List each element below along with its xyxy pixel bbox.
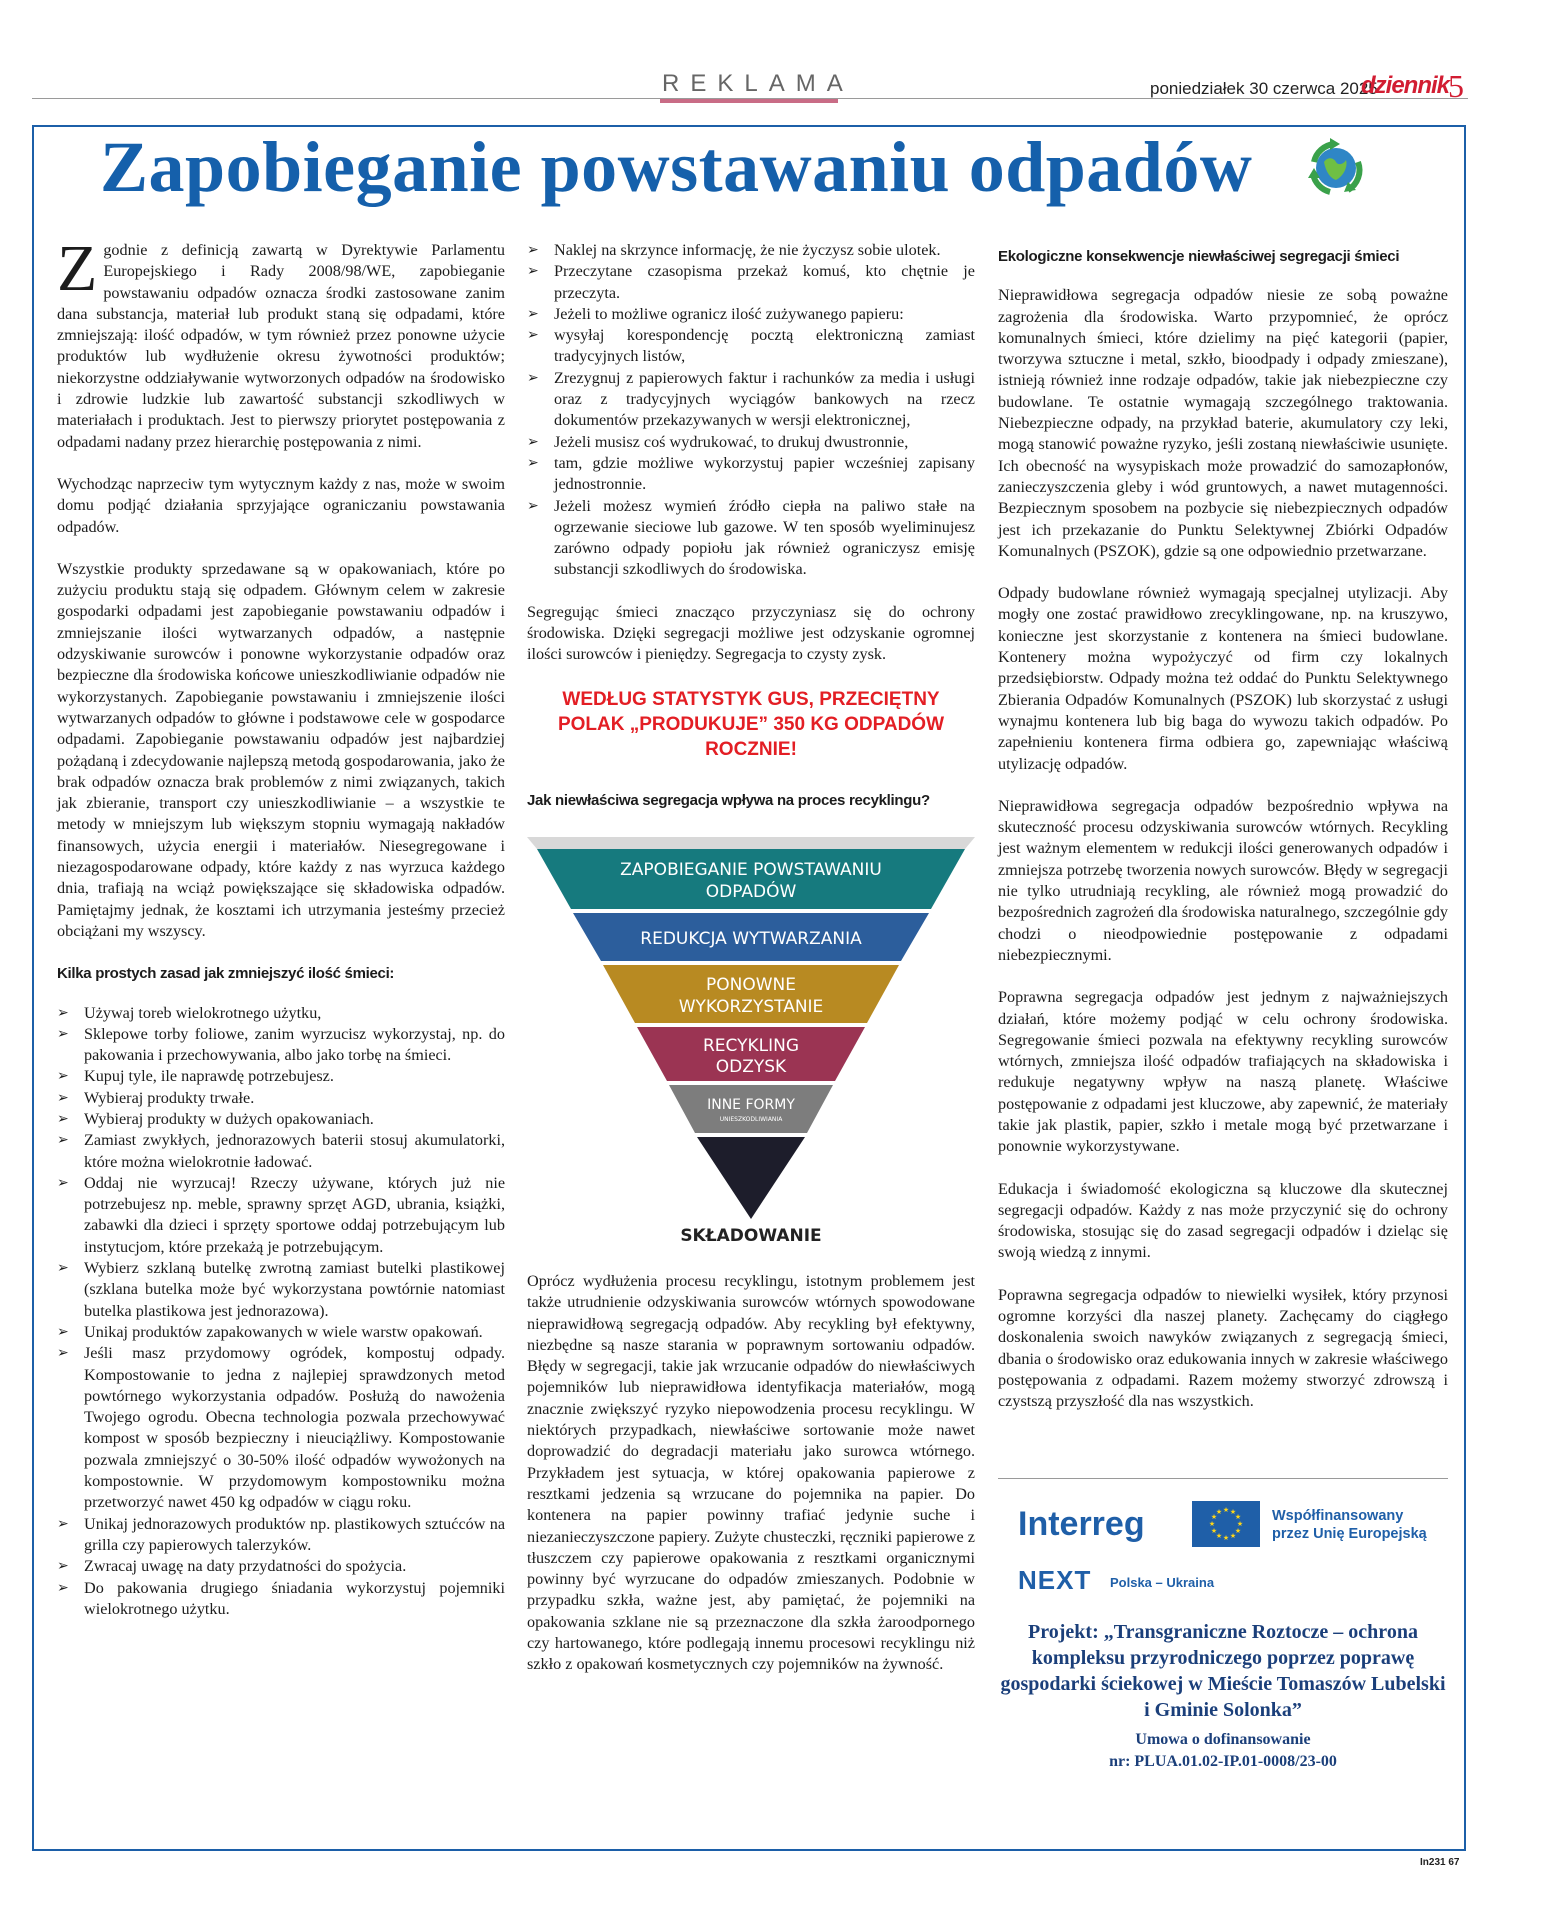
drop-cap: Z xyxy=(57,232,98,305)
svg-text:★: ★ xyxy=(1229,1532,1237,1540)
list-item: ➢ Sklepowe torby foliowe, zanim wyrzucisz wykorzystaj, np. do pakowania i przechowywania, albo jako torbę na śmieci. xyxy=(57,1024,505,1065)
arrow-bullet-icon: ➢ xyxy=(57,1110,69,1127)
eu-cofinancing-caption: Współfinansowany przez Unię Europejską xyxy=(1272,1508,1427,1542)
list-item: ➢ Naklej na skrzynce informację, że nie życzysz sobie ulotek. xyxy=(527,240,975,261)
funding-block xyxy=(998,1478,1448,1773)
pyramid-label-4b: ODZYSK xyxy=(715,1056,787,1077)
paragraph: Odpady budowlane również wymagają specjalnej utylizacji. Aby mogły one zostać prawidłowo zrecyklingowane, np. na kruszywo, konieczne jest skorzystanie z kontenera na śmieci budowlane. Kontenery można wypożyczyć od firm czy lokalnych przedsiębiorstw. Odpady można też oddać do Punktu Selektywnego Zbierania Odpadów Komunalnych (PSZOK) lub skorzystać z usługi wynajmu kontenera lub big baga do wywozu takich odpadów. Po zapełnieniu kontenera firma odbiera go, zapewniając właściwą utylizację odpadów. xyxy=(998,584,1448,773)
tips-list xyxy=(57,1003,505,1621)
arrow-bullet-icon: ➢ xyxy=(57,1323,69,1340)
arrow-bullet-icon: ➢ xyxy=(57,1174,69,1191)
svg-text:★: ★ xyxy=(1222,1534,1230,1542)
svg-text:★: ★ xyxy=(1215,1508,1223,1516)
svg-text:★: ★ xyxy=(1236,1520,1244,1528)
page-number: 5 xyxy=(1448,68,1464,104)
pyramid-label-3a: PONOWNE xyxy=(706,974,796,995)
svg-text:★: ★ xyxy=(1208,1520,1216,1528)
arrow-bullet-icon: ➢ xyxy=(57,1515,69,1532)
article-column-2 xyxy=(527,240,975,1697)
section-label: REKLAMA xyxy=(662,70,854,97)
section-label-underline xyxy=(660,99,838,103)
tips-heading: Kilka prostych zasad jak zmniejszyć ilość śmieci: xyxy=(57,965,395,983)
funding-logos xyxy=(998,1501,1448,1609)
pyramid-top-bevel xyxy=(527,837,975,849)
paragraph: Edukacja i świadomość ekologiczna są kluczowe dla skutecznej segregacji odpadów. Każdy z nas może przyczynić się do ochrony środowiska, stosując się do zasad segregacji odpadów i dzieląc się swoją wiedzą z innymi. xyxy=(998,1179,1448,1262)
pyramid-label-1b: ODPADÓW xyxy=(705,881,797,902)
arrow-bullet-icon: ➢ xyxy=(57,1068,69,1085)
ad-code: In231 67 xyxy=(1420,1857,1460,1868)
paragraph: Oprócz wydłużenia procesu recyklingu, istotnym problemem jest także utrudnienie odzyskiwania surowców wtórnych spowodowane nieprawidłową segregacją odpadów. Aby recykling był efektywny, niezbędne są nasze starania w poprawnym sortowaniu odpadów. Błędy w segregacji, takie jak wrzucanie odpadów do niewłaściwych pojemników lub nieprawidłowa identyfikacja materiałów, mogą znacznie zwiększyć ryzyko niepowodzenia procesu recyklingu. W niektórych przypadkach, niewłaściwe sortowanie może nawet doprowadzić do degradacji materiału jako surowca wtórnego. Przykładem jest sytuacja, w której opakowania papierowe z resztkami jedzenia są wrzucane do pojemnika na papier. Do kontenera na papier powinny trafiać jedynie suche i niezanieczyszczone papiery. Zużyte chusteczki, ręczniki papierowe z tłuszczem czy papierowe opakowania z resztkami organicznymi powinny być wyrzucane do odpadów zmieszanych. Podobnie w przypadku szkła, ważne jest, aby pamiętać, że pojemniki na opakowania szklane nie są przeznaczone dla szkła żaroodpornego czy hartowanego, które podlegają innemu procesowi recyklingu niż szkło z opakowań kosmetycznych czy pojemników na żywność. xyxy=(527,1271,975,1674)
list-item: ➢ Jeżeli możesz wymień źródło ciepła na paliwo stałe na ogrzewanie sieciowe lub gazowe. W ten sposób wyeliminujesz zarówno odpady popiołu jak również ograniczysz emisję substancji szkodliwych do środowiska. xyxy=(527,496,975,579)
list-item: ➢ Jeżeli to możliwe ogranicz ilość zużywanego papieru: xyxy=(527,304,975,325)
svg-text:★: ★ xyxy=(1210,1513,1218,1521)
list-item: ➢ Przeczytane czasopisma przekaż komuś, kto chętnie je przeczyta. xyxy=(527,262,975,302)
arrow-bullet-icon: ➢ xyxy=(57,1345,69,1362)
newspaper-logo: dziennik xyxy=(1361,72,1450,99)
paragraph: Nieprawidłowa segregacja odpadów niesie ze sobą poważne zagrożenia dla środowiska. Warto przypomnieć, że oprócz komunalnych śmieci, które dzielimy na pięć kategorii (papier, tworzywa sztuczne i metal, szkło, bioodpady i odpady zmieszane), istnieją również inne rodzaje odpadów, takie jak niebezpieczne czy budowlane. Te ostatnie wymagają szczególnego traktowania. Niebezpieczne odpady, na przykład baterie, akumulatory czy leki, mogą stanowić poważne ryzyko, jeśli zostaną niewłaściwie usunięte. Ich obecność na wysypiskach może prowadzić do samozapłonów, zanieczyszczenia gleby i wód gruntowych, a nawet mutagenności. Bezpiecznym sposobem na pozbycie się niebezpiecznych odpadów jest ich przekazanie do Punktu Selektywnej Zbiórki Odpadów Komunalnych (PSZOK), gdzie są one odpowiednio przetwarzane. xyxy=(998,286,1448,560)
pyramid-base-label: SKŁADOWANIE xyxy=(680,1225,822,1246)
arrow-bullet-icon: ➢ xyxy=(527,497,539,514)
svg-text:★: ★ xyxy=(1234,1527,1242,1535)
article-column-1 xyxy=(57,232,505,1641)
waste-hierarchy-pyramid xyxy=(527,837,975,1247)
arrow-bullet-icon: ➢ xyxy=(527,327,539,344)
paragraph: Poprawna segregacja odpadów jest jednym z najważniejszych działań, które możemy podjąć w celu ochrony środowiska. Segregowanie śmieci pozwala na efektywny recykling surowców wtórnych, zmniejsza ilość odpadów trafiających na składowiska i redukuje negatywny wpływ na naszą planetę. Właściwe postępowanie z odpadami jest kluczowe, aby zapewnić, że materiały takie jak plastik, papier, szkło i metale mogą być przetwarzane i ponownie wykorzystywane. xyxy=(998,988,1448,1156)
list-item: ➢ Jeżeli musisz coś wydrukować, to drukuj dwustronnie, xyxy=(527,432,975,453)
svg-text:★: ★ xyxy=(1229,1508,1237,1516)
arrow-bullet-icon: ➢ xyxy=(527,263,539,280)
pyramid-label-1a: ZAPOBIEGANIE POWSTAWANIU xyxy=(620,859,882,880)
pyramid-label-2: REDUKCJA WYTWARZANIA xyxy=(640,928,862,949)
paragraph: Nieprawidłowa segregacja odpadów bezpośrednio wpływa na skuteczność procesu odzyskiwania surowców wtórnych. Recykling jest ważnym elementem w redukcji ilości generowanych odpadów i zmniejsza potrzebę tworzenia nowych surowców. Błędy w segregacji nie tylko utrudniają recykling, ale również mogą prowadzić do bezpośrednich zagrożeń dla środowiska naturalnego, szczególnie gdy chodzi o nieodpowiednie postępowanie z odpadami niebezpiecznymi. xyxy=(998,796,1448,964)
next-logo: NEXT xyxy=(1018,1565,1092,1595)
article-headline: Zapobieganie powstawaniu odpadów xyxy=(100,127,1253,207)
list-item: ➢ Zamiast zwykłych, jednorazowych baterii stosuj akumulatorki, które można wielokrotnie ładować. xyxy=(57,1131,505,1171)
arrow-bullet-icon: ➢ xyxy=(527,433,539,450)
programme-region: Polska – Ukraina xyxy=(1110,1575,1215,1590)
pyramid-label-3b: WYKORZYSTANIE xyxy=(678,996,824,1017)
arrow-bullet-icon: ➢ xyxy=(57,1025,69,1042)
funding-divider xyxy=(998,1478,1448,1479)
article-column-3 xyxy=(998,240,1448,1434)
arrow-bullet-icon: ➢ xyxy=(527,369,539,386)
arrow-bullet-icon: ➢ xyxy=(57,1558,69,1575)
paragraph: Segregując śmieci znacząco przyczyniasz się do ochrony środowiska. Dzięki segregacji możliwe jest odzyskanie ogromnej ilości surowców i pieniędzy. Segregacja to czysty zysk. xyxy=(527,602,975,664)
arrow-bullet-icon: ➢ xyxy=(527,454,539,471)
page-header xyxy=(0,0,1558,120)
list-item: ➢ Jeśli masz przydomowy ogródek, kompostuj odpady. Kompostowanie to jedna z najlepiej sprawdzonych metod powtórnego wykorzystania odpadów. Posłużą do nawożenia Twojego ogrodu. Obecna technologia pozwala przechowywać kompost w sposób bezpieczny i nieuciążliwy. Kompostowanie pozwala zmniejszyć o 30-50% ilość odpadów wywożonych na kompostownie. W przydomowym kompostowniku można przetworzyć nawet 450 kg odpadów w ciągu roku. xyxy=(57,1344,505,1512)
paragraph: Wszystkie produkty sprzedawane są w opakowaniach, które po zużyciu produktu stają się odpadem. Głównym celem w zakresie gospodarki odpadami jest zapobieganie powstawaniu odpadów i zmniejszanie ilości wytwarzanych odpadów, a następnie odzyskiwanie surowców i ponowne wykorzystanie odpadów oraz bezpieczne dla środowiska końcowe unieszkodliwianie odpadów nie wykorzystanych. Zapobieganie powstawaniu i zmniejszenie ilości wytwarzanych odpadów to główne i podstawowe cele w gospodarce odpadami. Zapobieganie powstawaniu odpadów jest najbardziej pożądaną i zdecydowanie najlepszą metodą gospodarowania, jako że brak odpadów oznacza brak problemów z nimi związanych, takich jak zbieranie, transport czy unieszkodliwianie – a wszystkie te metody w mniejszym lub większym stopniu wymagają nakładów finansowych, użycia energii i materiałów. Niesegregowane i niezagospodarowane odpady, które każdy z nas wyrzuca każdego dnia, trafiają na wciąż powiększające się składowiska odpadów. Pamiętajmy jednak, że kosztami ich utrzymania jesteśmy przecież obciążani my wszyscy. xyxy=(57,559,505,940)
list-item: ➢ Wybierz szklaną butelkę zwrotną zamiast butelki plastikowej (szklana butelka może być wykorzystana powtórnie natomiast butelka plastikowa jest jednorazowa). xyxy=(57,1259,505,1320)
pyramid-label-5a: INNE FORMY xyxy=(707,1096,795,1113)
contract-info: Umowa o dofinansowanie nr: PLUA.01.02-IP.01-0008/23-00 xyxy=(1109,1731,1337,1770)
pyramid-label-4a: RECYKLING xyxy=(702,1035,800,1056)
list-item: ➢ tam, gdzie możliwe wykorzystuj papier wcześniej zapisany jednostronnie. xyxy=(527,453,975,494)
list-item: ➢ Zwracaj uwagę na daty przydatności do spożycia. xyxy=(57,1556,505,1577)
project-title: Projekt: „Transgraniczne Roztocze – ochrona kompleksu przyrodniczego poprzez poprawę gospodarki ściekowej w Mieście Tomaszów Lubelski i Gminie Solonka” xyxy=(1000,1621,1446,1721)
list-item: ➢ Wybieraj produkty w dużych opakowaniach. xyxy=(57,1109,505,1130)
svg-text:★: ★ xyxy=(1210,1527,1218,1535)
list-item: ➢ Unikaj jednorazowych produktów np. plastikowych sztućców na grilla czy papierowych talerzyków. xyxy=(57,1514,505,1554)
list-item: ➢ Zrezygnuj z papierowych faktur i rachunków za media i usługi oraz z tradycyjnych wyciągów bankowych na rzecz dokumentów przekazywanych w wersji elektronicznej, xyxy=(527,368,975,430)
list-item: ➢ Oddaj nie wyrzucaj! Rzeczy używane, których już nie potrzebujesz np. meble, sprawny sprzęt AGD, ubrania, książki, zabawki dla dzieci i sprzęty sportowe oddaj potrzebującym lub instytucjom, które przekażą je potrzebującym. xyxy=(57,1173,505,1256)
paragraph: Wychodząc naprzeciw tym wytycznym każdy z nas, może w swoim domu podjąć działania sprzyjające ograniczaniu powstawania odpadów. xyxy=(57,474,505,536)
svg-text:★: ★ xyxy=(1222,1506,1230,1514)
arrow-bullet-icon: ➢ xyxy=(57,1260,69,1277)
arrow-bullet-icon: ➢ xyxy=(57,1132,69,1149)
eu-flag-icon xyxy=(1192,1501,1260,1547)
arrow-bullet-icon: ➢ xyxy=(527,305,539,322)
interreg-logo: Interreg xyxy=(1018,1505,1145,1543)
list-item: ➢ Wybieraj produkty trwałe. xyxy=(57,1088,505,1109)
paragraph: Poprawna segregacja odpadów to niewielki wysiłek, który przynosi ogromne korzyści dla naszej planety. Zachęcamy do ciągłego doskonalenia swoich nawyków związanych z segregacją śmieci, dbania o środowisko oraz edukowania innych w zakresie właściwego postępowania z odpadami. Razem możemy stworzyć zdrowszą i czystszą przyszłość dla nas wszystkich. xyxy=(998,1285,1448,1411)
list-item: ➢ Używaj toreb wielokrotnego użytku, xyxy=(57,1003,505,1024)
tips-list-continued xyxy=(527,240,975,581)
svg-text:★: ★ xyxy=(1234,1513,1242,1521)
recycle-globe-icon xyxy=(1300,132,1372,204)
list-item: ➢ Unikaj produktów zapakowanych w wiele warstw opakowań. xyxy=(57,1322,505,1343)
intro-paragraph xyxy=(57,232,505,453)
arrow-bullet-icon: ➢ xyxy=(57,1579,69,1596)
pyramid-level-6 xyxy=(697,1137,805,1219)
svg-text:★: ★ xyxy=(1215,1532,1223,1540)
recycling-question-heading: Jak niewłaściwa segregacja wpływa na proces recyklingu? xyxy=(527,791,930,809)
list-item: ➢ Do pakowania drugiego śniadania wykorzystuj pojemniki wielokrotnego użytku. xyxy=(57,1578,505,1618)
arrow-bullet-icon: ➢ xyxy=(57,1004,69,1021)
arrow-bullet-icon: ➢ xyxy=(57,1089,69,1106)
arrow-bullet-icon: ➢ xyxy=(527,242,539,258)
list-item: ➢ wysyłaj korespondencję pocztą elektroniczną zamiast tradycyjnych listów, xyxy=(527,326,975,366)
list-item: ➢ Kupuj tyle, ile naprawdę potrzebujesz. xyxy=(57,1066,505,1087)
consequences-heading: Ekologiczne konsekwencje niewłaściwej segregacji śmieci xyxy=(998,248,1400,265)
pyramid-label-5b: UNIESZKODLIWIANIA xyxy=(719,1115,783,1123)
intro-text: godnie z definicją zawartą w Dyrektywie Parlamentu Europejskiego i Rady 2008/98/WE, zapobieganie powstawaniu odpadów oznacza środki zastosowane zanim dana substancja, materiał lub produkt staną się odpadami, które zmniejszają: ilość odpadów, w tym również przez ponowne użycie produktów lub wydłużenie okresu żywotności produktów; niekorzystne oddziaływanie wytworzonych odpadów na środowisko i zdrowie ludzkie lub zawartość substancji szkodliwych w materiałach i produktach. Jest to pierwszy priorytet postępowania z odpadami nadany przez hierarchię postępowania z nimi. xyxy=(57,241,505,451)
issue-date: poniedziałek 30 czerwca 2025 xyxy=(1150,79,1378,98)
statistics-callout: WEDŁUG STATYSTYK GUS, PRZECIĘTNY POLAK „PRODUKUJE” 350 KG ODPADÓW ROCZNIE! xyxy=(557,688,945,760)
